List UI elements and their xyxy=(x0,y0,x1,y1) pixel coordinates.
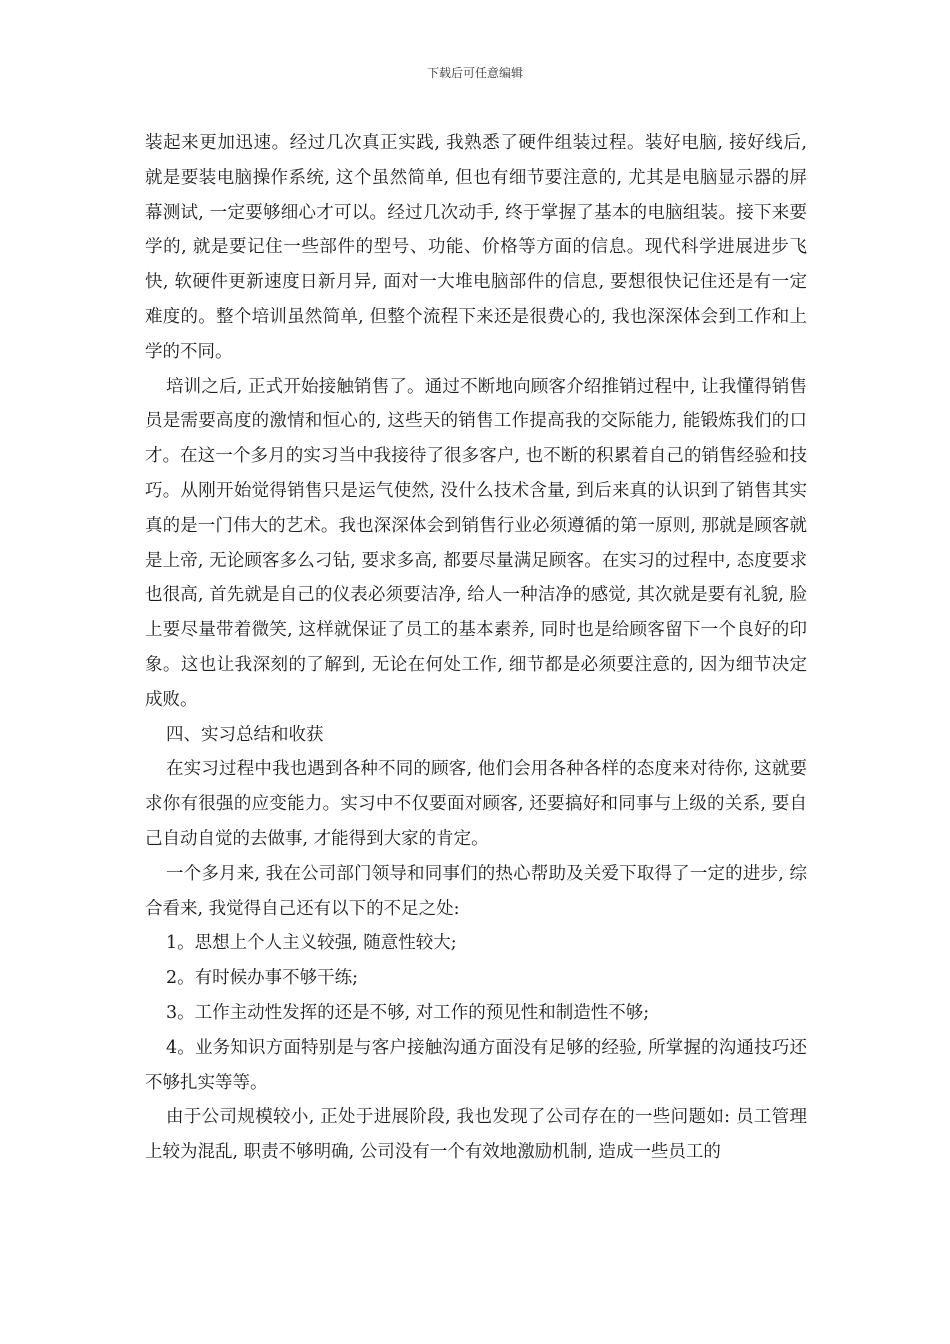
paragraph-company-issues: 由于公司规模较小, 正处于进展阶段, 我也发现了公司存在的一些问题如: 员工管理上较为混乱, 职责不够明确, 公司没有一个有效地激励机制, 造成一些员工的 xyxy=(145,1107,807,1163)
paragraph-hardware-assembly: 装起来更加迅速。经过几次真正实践, 我熟悉了硬件组装过程。装好电脑, 接好线后, 就是要装电脑操作系统, 这个虽然简单, 但也有细节要注意的, 尤其是电脑显示器的屏幕测试, 一定要够细心才可以。经过几次动手, 终于掌握了基本的电脑组装。接下来要学的, 就是要记住一些部件的型号、功能、价格等方面的信息。现代科学进展进步飞快, 软硬件更新速度日新月异, 面对一大堆电脑部件的信息, 要想很快记住还是有一定难度的。整个培训虽然简单, 但整个流程下来还是很费心的, 我也深深体会到工作和上学的不同。 xyxy=(145,133,807,362)
document-body xyxy=(145,126,807,1170)
paragraph-customers: 在实习过程中我也遇到各种不同的顾客, 他们会用各种各样的态度来对待你, 这就要求你有很强的应变能力。实习中不仅要面对顾客, 还要搞好和同事与上级的关系, 要自己自动自觉的去做事, 才能得到大家的肯定。 xyxy=(145,759,807,849)
page-header: 下载后可任意编辑 xyxy=(426,66,523,80)
list-item-4: 4。业务知识方面特别是与客户接触沟通方面没有足够的经验, 所掌握的沟通技巧还不够扎实等等。 xyxy=(145,1037,807,1093)
paragraph-progress: 一个多月来, 我在公司部门领导和同事们的热心帮助及关爱下取得了一定的进步, 综合看来, 我觉得自己还有以下的不足之处: xyxy=(145,863,807,919)
paragraph-sales-start: 培训之后, 正式开始接触销售了。通过不断地向顾客介绍推销过程中, 让我懂得销售员是需要高度的激情和恒心的, 这些天的销售工作提高我的交际能力, 能锻炼我们的口才。在这一个多月的实习当中我接待了很多客户, 也不断的积累着自己的销售经验和技巧。从刚开始觉得销售只是运气使然, 没什么技术含量, 到后来真的认识到了销售其实真的是一门伟大的艺术。我也深深体会到销售行业必须遵循的第一原则, 那就是顾客就是上帝, 无论顾客多么刁钻, 要求多高, 都要尽量满足顾客。在实习的过程中, 态度要求也很高, 首先就是自己的仪表必须要洁净, 给人一种洁净的感觉, 其次就是要有礼貌, 脸上要尽量带着微笑, 这样就保证了员工的基本素养, 同时也是给顾客留下一个良好的印象。这也让我深刻的了解到, 无论在何处工作, 细节都是必须要注意的, 因为细节决定成败。 xyxy=(145,376,807,710)
list-item-2: 2。有时候办事不够干练; xyxy=(166,968,359,989)
list-item-3: 3。工作主动性发挥的还是不够, 对工作的预见性和制造性不够; xyxy=(166,1002,650,1023)
section-heading-summary: 四、实习总结和收获 xyxy=(166,724,324,745)
list-item-1: 1。思想上个人主义较强, 随意性较大; xyxy=(166,933,457,954)
